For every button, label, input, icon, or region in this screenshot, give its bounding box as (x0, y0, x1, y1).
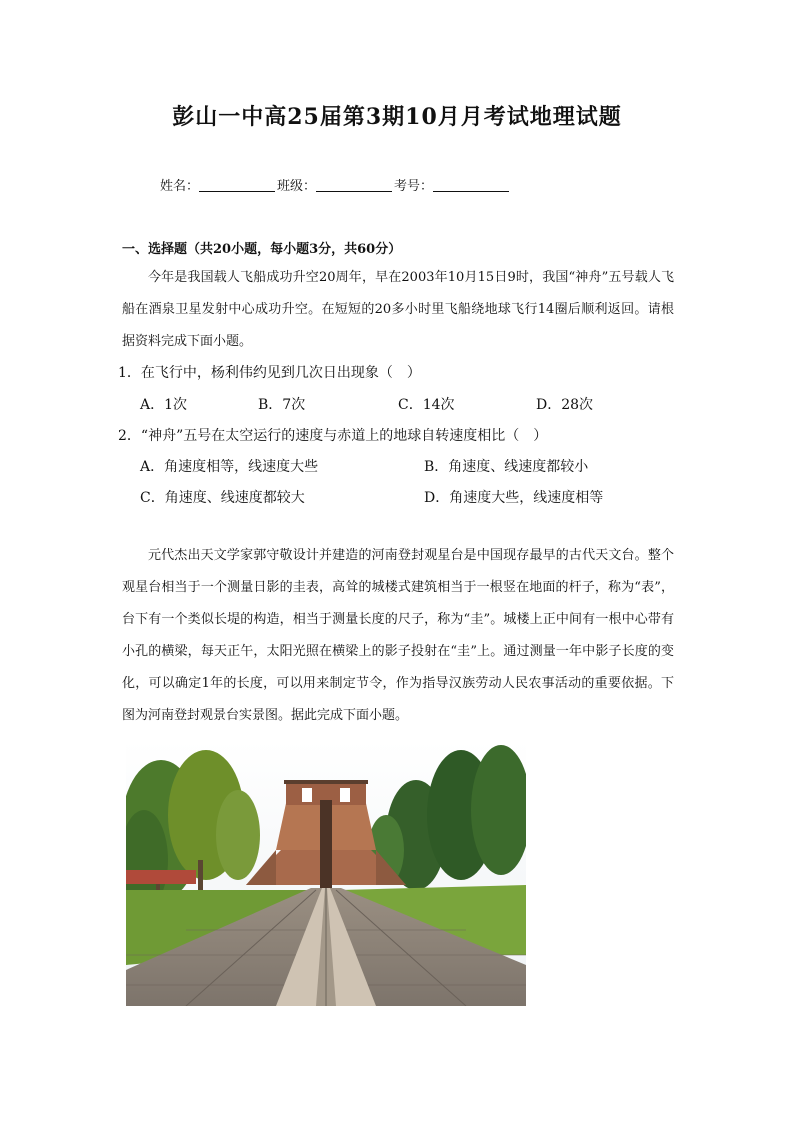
name-label: 姓名： (160, 179, 200, 194)
number-blank (433, 178, 509, 192)
question-2-option-d: D．角速度大些，线速度相等 (424, 490, 604, 506)
class-blank (316, 178, 392, 192)
section-header: 一、选择题（共20小题，每小题3分，共60分） (122, 242, 402, 257)
number-label: 考号： (394, 179, 434, 194)
class-label: 班级： (277, 179, 317, 194)
student-info-line (160, 175, 511, 194)
question-1-option-c: C．14次 (398, 397, 455, 413)
question-2-option-b: B．角速度、线速度都较小 (424, 459, 589, 475)
question-2-option-c: C．角速度、线速度都较大 (140, 490, 305, 506)
question-1-option-b: B．7次 (258, 397, 306, 413)
passage-observatory: 元代杰出天文学家郭守敬设计并建造的河南登封观星台是中国现存最早的古代天文台。整个观星台相当于一个测量日影的圭表，高耸的城楼式建筑相当于一根竖在地面的杆子，称为“表”，台下有一个类似长堤的构造，相当于测量长度的尺子，称为“圭”。城楼上正中间有一根中心带有小孔的横梁，每天正午，太阳光照在横梁上的影子投射在“圭”上。通过测量一年中影子长度的变化，可以确定1年的长度，可以用来制定节令，作为指导汉族劳动人民农事活动的重要依据。下图为河南登封观景台实景图。据此完成下面小题。 (122, 548, 674, 723)
question-1-option-a: A．1次 (140, 397, 188, 413)
question-2-option-a: A．角速度相等，线速度大些 (140, 459, 319, 475)
question-2-stem: 2．“神舟”五号在太空运行的速度与赤道上的地球自转速度相比（ ） (118, 428, 548, 444)
observatory-photo (126, 740, 526, 1006)
passage-shenzhou: 今年是我国载人飞船成功升空20周年，早在2003年10月15日9时，我国“神舟”五号载人飞船在酒泉卫星发射中心成功升空。在短短的20多小时里飞船绕地球飞行14圈后顺利返回。请根据资料完成下面小题。 (122, 270, 674, 349)
question-1-option-d: D．28次 (536, 397, 594, 413)
page-title: 彭山一中高25届第3期10月月考试地理试题 (172, 104, 622, 130)
name-blank (199, 178, 275, 192)
question-1-stem: 1．在飞行中，杨利伟约见到几次日出现象（ ） (118, 365, 421, 381)
